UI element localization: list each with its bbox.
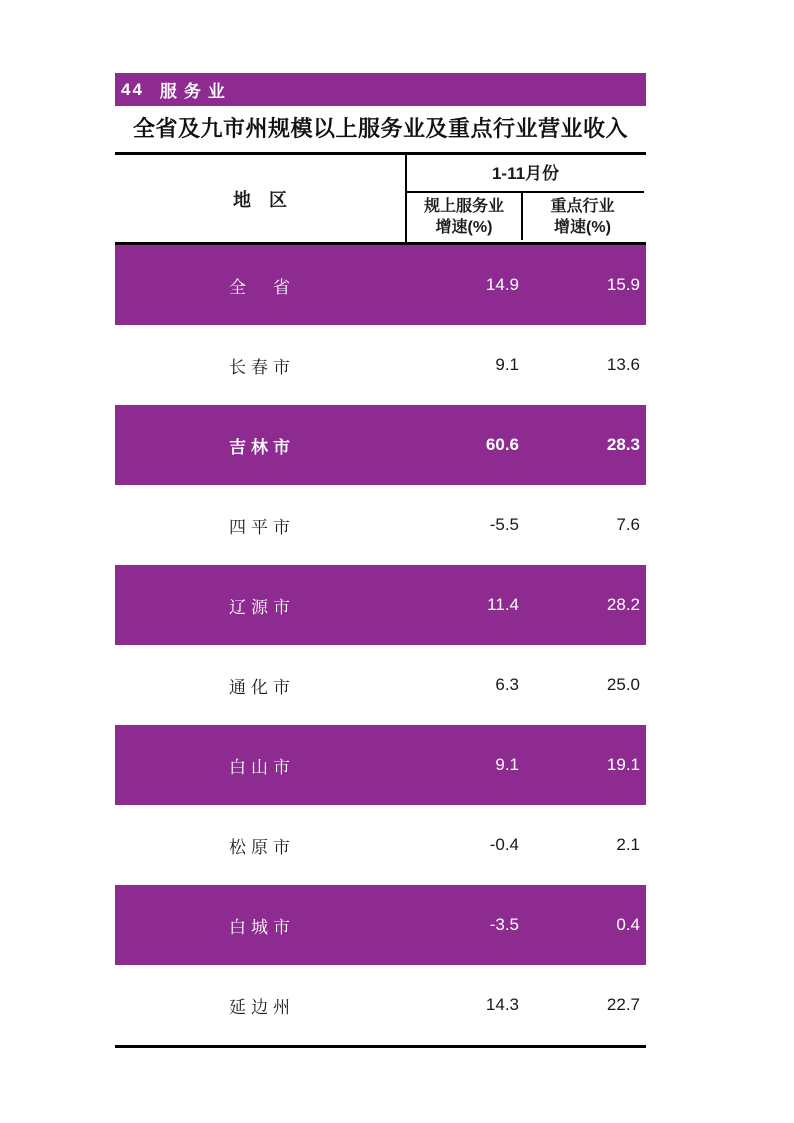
services-growth-cell: 14.9 bbox=[485, 275, 519, 294]
page-title: 全省及九市州规模以上服务业及重点行业营业收入 bbox=[132, 116, 628, 141]
region-cell: 延边州 bbox=[229, 997, 295, 1017]
region-cell: 长春市 bbox=[229, 357, 295, 377]
key-industry-growth-cell: 13.6 bbox=[606, 355, 640, 374]
section-number: 44 bbox=[121, 79, 144, 99]
table-row-siping bbox=[115, 485, 646, 565]
column-header-services-line2: 增速(%) bbox=[435, 218, 493, 236]
services-growth-cell: 6.3 bbox=[495, 675, 519, 694]
table-row-changchun bbox=[115, 325, 646, 405]
region-cell: 四平市 bbox=[229, 517, 295, 537]
table-row-tonghua bbox=[115, 645, 646, 725]
table-row-baicheng bbox=[115, 885, 646, 965]
services-growth-cell: -0.4 bbox=[489, 835, 519, 854]
services-growth-cell: 60.6 bbox=[485, 435, 519, 454]
table-header bbox=[115, 152, 646, 245]
table-row-yanbian bbox=[115, 965, 646, 1045]
period-header-group bbox=[407, 155, 644, 242]
period-header: 1-11月份 bbox=[407, 155, 644, 193]
table-row-liaoyuan bbox=[115, 565, 646, 645]
table-body bbox=[115, 245, 646, 1045]
services-growth-cell: 9.1 bbox=[495, 755, 519, 774]
table-row-baishan bbox=[115, 725, 646, 805]
column-header-services-line1: 规上服务业 bbox=[423, 197, 504, 215]
services-growth-cell: -3.5 bbox=[489, 915, 519, 934]
table-row-jilin-city bbox=[115, 405, 646, 485]
key-industry-growth-cell: 19.1 bbox=[606, 755, 640, 774]
services-growth-cell: -5.5 bbox=[489, 515, 519, 534]
region-cell: 白山市 bbox=[229, 757, 295, 777]
key-industry-growth-cell: 28.3 bbox=[606, 435, 640, 454]
table-row-songyuan bbox=[115, 805, 646, 885]
data-table bbox=[115, 152, 646, 1048]
table-bottom-rule bbox=[115, 1045, 646, 1048]
services-growth-cell: 11.4 bbox=[487, 595, 519, 614]
key-industry-growth-cell: 22.7 bbox=[606, 995, 640, 1014]
region-cell: 吉林市 bbox=[229, 437, 295, 457]
key-industry-growth-cell: 0.4 bbox=[616, 915, 640, 934]
section-banner bbox=[115, 73, 646, 106]
key-industry-growth-cell: 28.2 bbox=[606, 595, 640, 614]
column-header-services bbox=[407, 193, 523, 240]
column-header-key-industry-line1: 重点行业 bbox=[550, 197, 615, 215]
region-cell: 白城市 bbox=[229, 917, 295, 937]
services-growth-cell: 9.1 bbox=[495, 355, 519, 374]
region-cell: 辽源市 bbox=[229, 597, 295, 617]
key-industry-growth-cell: 15.9 bbox=[606, 275, 640, 294]
column-header-key-industry bbox=[523, 193, 642, 240]
region-cell: 松原市 bbox=[229, 837, 295, 857]
table-row-province bbox=[115, 245, 646, 325]
column-header-key-industry-line2: 增速(%) bbox=[554, 218, 611, 236]
services-growth-cell: 14.3 bbox=[485, 995, 519, 1014]
region-cell: 全 省 bbox=[229, 277, 295, 297]
key-industry-growth-cell: 25.0 bbox=[606, 675, 640, 694]
region-cell: 通化市 bbox=[229, 677, 295, 697]
sub-column-headers bbox=[407, 193, 644, 240]
region-column-header: 地 区 bbox=[115, 155, 407, 242]
section-label: 服务业 bbox=[159, 82, 232, 101]
key-industry-growth-cell: 7.6 bbox=[616, 515, 640, 534]
key-industry-growth-cell: 2.1 bbox=[616, 835, 640, 854]
